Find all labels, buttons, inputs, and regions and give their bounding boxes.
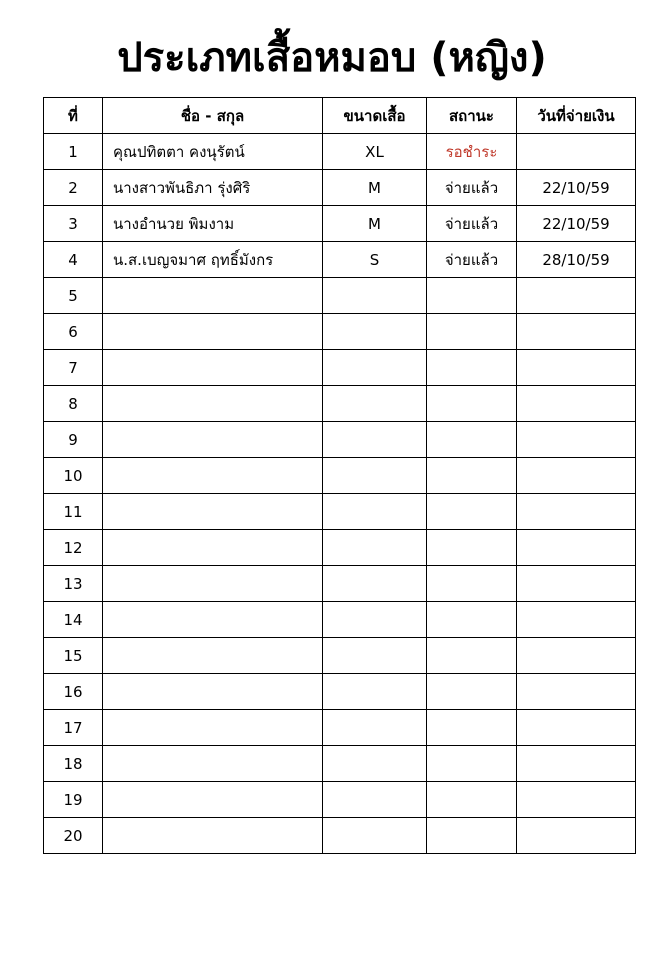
cell-payment-date (517, 422, 636, 458)
cell-name (103, 782, 323, 818)
table-row (44, 602, 636, 638)
cell-number: 20 (44, 818, 103, 854)
cell-status (427, 458, 517, 494)
table-row (44, 314, 636, 350)
cell-payment-date (517, 350, 636, 386)
cell-status (427, 314, 517, 350)
cell-number: 8 (44, 386, 103, 422)
cell-size (323, 386, 427, 422)
cell-number: 15 (44, 638, 103, 674)
table-row (44, 530, 636, 566)
cell-payment-date (517, 458, 636, 494)
cell-size (323, 818, 427, 854)
cell-size (323, 458, 427, 494)
cell-size (323, 674, 427, 710)
cell-size (323, 494, 427, 530)
cell-number: 10 (44, 458, 103, 494)
cell-number: 5 (44, 278, 103, 314)
cell-payment-date (517, 134, 636, 170)
cell-payment-date (517, 638, 636, 674)
cell-name (103, 494, 323, 530)
cell-name (103, 314, 323, 350)
cell-payment-date: 28/10/59 (517, 242, 636, 278)
cell-payment-date (517, 746, 636, 782)
cell-name: นางอำนวย พิมงาม (103, 206, 323, 242)
cell-payment-date (517, 278, 636, 314)
cell-payment-date: 22/10/59 (517, 170, 636, 206)
header-payment-date: วันที่จ่ายเงิน (517, 98, 636, 134)
cell-number: 14 (44, 602, 103, 638)
cell-size (323, 530, 427, 566)
cell-number: 3 (44, 206, 103, 242)
cell-name: น.ส.เบญจมาศ ฤทธิ์มังกร (103, 242, 323, 278)
cell-name (103, 530, 323, 566)
cell-number: 2 (44, 170, 103, 206)
table-body (44, 134, 636, 854)
cell-payment-date: 22/10/59 (517, 206, 636, 242)
cell-status (427, 278, 517, 314)
cell-number: 16 (44, 674, 103, 710)
header-name: ชื่อ - สกุล (103, 98, 323, 134)
cell-number: 13 (44, 566, 103, 602)
table-row (44, 386, 636, 422)
cell-name (103, 350, 323, 386)
cell-size: XL (323, 134, 427, 170)
table-row (44, 710, 636, 746)
cell-status (427, 638, 517, 674)
table-row (44, 422, 636, 458)
cell-number: 12 (44, 530, 103, 566)
cell-size (323, 422, 427, 458)
table-row (44, 746, 636, 782)
cell-number: 4 (44, 242, 103, 278)
cell-number: 1 (44, 134, 103, 170)
cell-payment-date (517, 314, 636, 350)
table-row (44, 350, 636, 386)
cell-payment-date (517, 782, 636, 818)
cell-number: 11 (44, 494, 103, 530)
cell-payment-date (517, 530, 636, 566)
cell-payment-date (517, 494, 636, 530)
cell-status: รอชำระ (427, 134, 517, 170)
cell-name (103, 638, 323, 674)
cell-size (323, 746, 427, 782)
cell-status (427, 674, 517, 710)
cell-name (103, 566, 323, 602)
header-number: ที่ (44, 98, 103, 134)
cell-size: S (323, 242, 427, 278)
table-row (44, 278, 636, 314)
table-row (44, 458, 636, 494)
cell-number: 6 (44, 314, 103, 350)
cell-name (103, 422, 323, 458)
cell-payment-date (517, 386, 636, 422)
cell-status (427, 386, 517, 422)
cell-size (323, 602, 427, 638)
table-row (44, 782, 636, 818)
table-row (44, 134, 636, 170)
cell-name (103, 674, 323, 710)
cell-number: 19 (44, 782, 103, 818)
cell-size (323, 566, 427, 602)
table-row (44, 818, 636, 854)
table-header-row (44, 98, 636, 134)
cell-status (427, 782, 517, 818)
cell-payment-date (517, 710, 636, 746)
table-row (44, 638, 636, 674)
table-row (44, 170, 636, 206)
cell-number: 7 (44, 350, 103, 386)
cell-status (427, 746, 517, 782)
cell-number: 17 (44, 710, 103, 746)
cell-name (103, 818, 323, 854)
table-row (44, 206, 636, 242)
cell-payment-date (517, 566, 636, 602)
cell-name (103, 278, 323, 314)
cell-number: 9 (44, 422, 103, 458)
cell-size (323, 710, 427, 746)
cell-payment-date (517, 674, 636, 710)
cell-status (427, 602, 517, 638)
header-status: สถานะ (427, 98, 517, 134)
cell-name (103, 386, 323, 422)
cell-status (427, 422, 517, 458)
cell-size (323, 782, 427, 818)
document-title: ประเภทเสื้อหมอบ (หญิง) (117, 35, 547, 81)
cell-size: M (323, 170, 427, 206)
header-size: ขนาดเสื้อ (323, 98, 427, 134)
cell-size (323, 638, 427, 674)
table-row (44, 674, 636, 710)
cell-payment-date (517, 602, 636, 638)
cell-status: จ่ายแล้ว (427, 242, 517, 278)
cell-status (427, 350, 517, 386)
cell-name (103, 458, 323, 494)
table-row (44, 494, 636, 530)
cell-status: จ่ายแล้ว (427, 206, 517, 242)
shirt-roster-table (43, 97, 636, 854)
cell-size: M (323, 206, 427, 242)
cell-status (427, 494, 517, 530)
cell-number: 18 (44, 746, 103, 782)
cell-status (427, 710, 517, 746)
cell-name: นางสาวพันธิภา รุ่งศิริ (103, 170, 323, 206)
table-row (44, 242, 636, 278)
cell-status (427, 566, 517, 602)
table-row (44, 566, 636, 602)
cell-status (427, 530, 517, 566)
cell-name (103, 746, 323, 782)
cell-size (323, 350, 427, 386)
cell-payment-date (517, 818, 636, 854)
cell-size (323, 314, 427, 350)
cell-status (427, 818, 517, 854)
cell-name (103, 602, 323, 638)
cell-status: จ่ายแล้ว (427, 170, 517, 206)
cell-size (323, 278, 427, 314)
cell-name (103, 710, 323, 746)
cell-name: คุณปทิตตา คงนุรัตน์ (103, 134, 323, 170)
